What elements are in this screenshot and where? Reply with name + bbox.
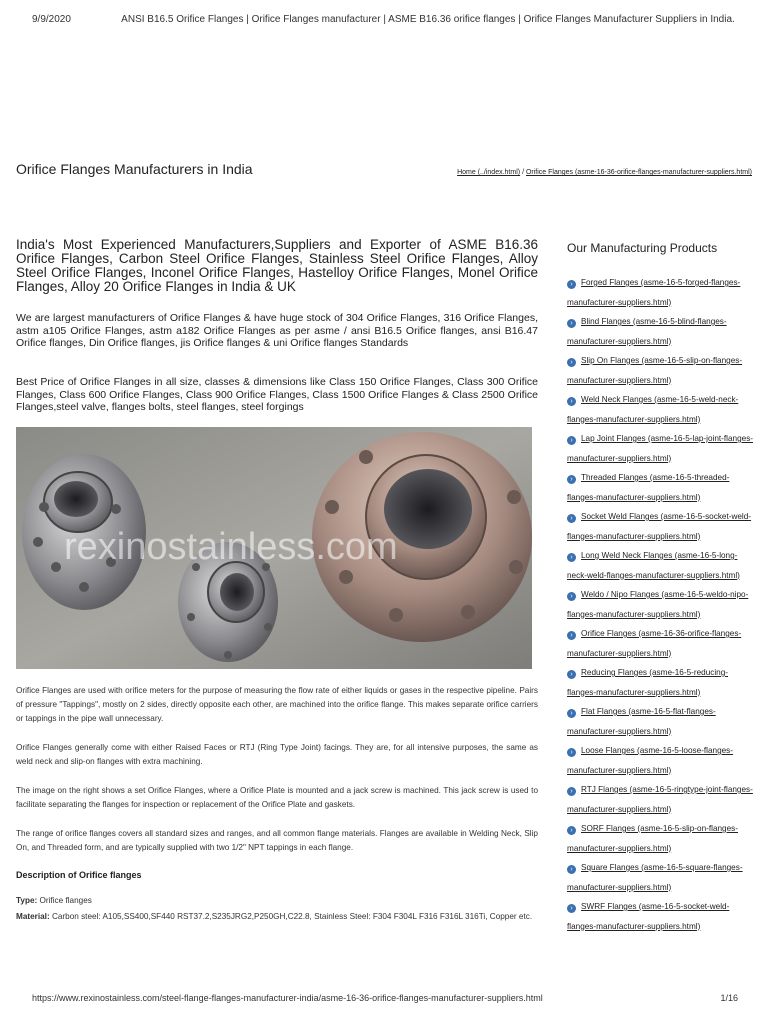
- product-item: [567, 663, 755, 702]
- product-item: [567, 585, 755, 624]
- body-paragraph-3: The image on the right shows a set Orifice Flanges, where a Orifice Plate is mounted and a jack screw is machined. This jack screw is used to facilitate separating the flanges for inspection or replacement of the Orifice Plate and gaskets.: [16, 786, 538, 809]
- description-title: Description of Orifice flanges: [16, 870, 142, 880]
- product-link-swrf[interactable]: SWRF Flanges (asme-16-5-socket-weld-flanges-manufacturer-suppliers.html): [567, 902, 730, 931]
- arrow-circle-icon: ›: [567, 748, 576, 757]
- arrow-circle-icon: ›: [567, 709, 576, 718]
- page-header: [16, 161, 752, 185]
- product-item: [567, 858, 755, 897]
- product-item: [567, 429, 755, 468]
- arrow-circle-icon: ›: [567, 358, 576, 367]
- type-row: [16, 896, 92, 905]
- material-value: Carbon steel: A105,SS400,SF440 RST37.2,S235JRG2,P250GH,C22.8, Stainless Steel: F304 F304L F316 F316L 316Ti, Copper etc.: [51, 912, 533, 921]
- product-link-loose[interactable]: Loose Flanges (asme-16-5-loose-flanges-manufacturer-suppliers.html): [567, 746, 734, 775]
- product-link-long-weld-neck[interactable]: Long Weld Neck Flanges (asme-16-5-long-neck-weld-flanges-manufacturer-suppliers.html): [567, 551, 740, 580]
- breadcrumb-home-link[interactable]: Home (../index.html): [457, 169, 521, 176]
- product-item: [567, 273, 755, 312]
- type-value: Orifice flanges: [39, 896, 92, 905]
- product-link-blind[interactable]: Blind Flanges (asme-16-5-blind-flanges-manufacturer-suppliers.html): [567, 317, 727, 346]
- sidebar-title: Our Manufacturing Products: [567, 241, 718, 255]
- product-item: [567, 819, 755, 858]
- product-list: [567, 273, 755, 936]
- arrow-circle-icon: ›: [567, 592, 576, 601]
- products-sidebar: [567, 241, 755, 936]
- product-item: [567, 468, 755, 507]
- product-link-weld-neck[interactable]: Weld Neck Flanges (asme-16-5-weld-neck-flanges-manufacturer-suppliers.html): [567, 395, 739, 424]
- material-label: Material:: [16, 912, 50, 921]
- arrow-circle-icon: ›: [567, 436, 576, 445]
- product-item: [567, 546, 755, 585]
- intro-paragraph-1: We are largest manufacturers of Orifice Flanges & have huge stock of 304 Orifice Flanges, 316 Orifice Flanges, astm a105 Orifice Flanges, astm a182 Orifice Flanges as per asme / ansi B16.5 Orifice flanges, ansi B16.47 Orifice flanges, Din Orifice flanges, jis Orifice flanges & uni Orifice flanges Standards: [16, 312, 538, 349]
- body-paragraph-2: Orifice Flanges generally come with either Raised Faces or RTJ (Ring Type Joint) facings. They are, for all intensive purposes, the same as weld neck and slip-on flanges with extra machining.: [16, 743, 538, 766]
- body-paragraph-1: Orifice Flanges are used with orifice meters for the purpose of measuring the flow rate of either liquids or gases in the respective pipeline. Pairs of pressure "Tappings", mostly on 2 sides, directly opposite each other, are machined into the orifice flange. This makes separate orifice carriers or tappings in the pipe wall unnecessary.: [16, 686, 538, 723]
- arrow-circle-icon: ›: [567, 826, 576, 835]
- page-title: Orifice Flanges Manufacturers in India: [16, 161, 253, 177]
- main-heading: India's Most Experienced Manufacturers,Suppliers and Exporter of ASME B16.36 Orifice Flanges, Carbon Steel Orifice Flanges, Stainless Steel Orifice Flanges, Alloy Steel Orifice Flanges, Inconel Orifice Flanges, Hastelloy Orifice Flanges, Monel Orifice Flanges, Alloy 20 Orifice Flanges in India & UK: [16, 237, 538, 294]
- intro-paragraph-2: Best Price of Orifice Flanges in all size, classes & dimensions like Class 150 Orifice Flanges, Class 300 Orifice Flanges, Class 600 Orifice Flanges, Class 900 Orifice Flanges, Class 1500 Orifice Flanges & Class 2500 Orifice Flanges,steel valve, flanges bolts, steel flanges, steel forgings: [16, 376, 538, 413]
- type-label: Type:: [16, 896, 38, 905]
- product-link-square[interactable]: Square Flanges (asme-16-5-square-flanges-manufacturer-suppliers.html): [567, 863, 743, 892]
- product-link-slip-on[interactable]: Slip On Flanges (asme-16-5-slip-on-flanges-manufacturer-suppliers.html): [567, 356, 743, 385]
- product-link-forged[interactable]: Forged Flanges (asme-16-5-forged-flanges-manufacturer-suppliers.html): [567, 278, 741, 307]
- product-link-weldo-nipo[interactable]: Weldo / Nipo Flanges (asme-16-5-weldo-nipo-flanges-manufacturer-suppliers.html): [567, 590, 749, 619]
- arrow-circle-icon: ›: [567, 397, 576, 406]
- print-date: 9/9/2020: [32, 14, 71, 25]
- arrow-circle-icon: ›: [567, 904, 576, 913]
- product-link-orifice[interactable]: Orifice Flanges (asme-16-36-orifice-flanges-manufacturer-suppliers.html): [567, 629, 742, 658]
- photo-watermark: rexinostainless.com: [64, 526, 398, 568]
- product-item: [567, 351, 755, 390]
- main-content: [16, 237, 538, 921]
- print-doc-title: ANSI B16.5 Orifice Flanges | Orifice Flanges manufacturer | ASME B16.36 orifice flanges | Orifice Flanges Manufacturer Suppliers in India.: [121, 14, 735, 25]
- product-item: [567, 780, 755, 819]
- product-link-flat[interactable]: Flat Flanges (asme-16-5-flat-flanges-manufacturer-suppliers.html): [567, 707, 716, 736]
- arrow-circle-icon: ›: [567, 319, 576, 328]
- breadcrumb: [457, 169, 752, 176]
- arrow-circle-icon: ›: [567, 514, 576, 523]
- arrow-circle-icon: ›: [567, 670, 576, 679]
- arrow-circle-icon: ›: [567, 631, 576, 640]
- product-item: [567, 741, 755, 780]
- arrow-circle-icon: ›: [567, 865, 576, 874]
- product-item: [567, 897, 755, 936]
- print-page-number: 1/16: [720, 993, 738, 1003]
- product-item: [567, 507, 755, 546]
- print-footer-url: https://www.rexinostainless.com/steel-flange-flanges-manufacturer-india/asme-16-36-orifice-flanges-manufacturer-suppliers.html: [32, 993, 543, 1003]
- flanges-image-svg: [16, 427, 532, 669]
- product-link-threaded[interactable]: Threaded Flanges (asme-16-5-threaded-flanges-manufacturer-suppliers.html): [567, 473, 730, 502]
- breadcrumb-separator: /: [522, 169, 525, 176]
- material-row: [16, 910, 538, 924]
- body-paragraph-4: The range of orifice flanges covers all standard sizes and ranges, and all common flange materials. Flanges are available in Welding Neck, Slip On, and Threaded form, and are typically supplied with two 1/2" NPT tappings in each flange.: [16, 829, 538, 852]
- arrow-circle-icon: ›: [567, 553, 576, 562]
- product-link-sorf[interactable]: SORF Flanges (asme-16-5-slip-on-flanges-manufacturer-suppliers.html): [567, 824, 738, 853]
- arrow-circle-icon: ›: [567, 280, 576, 289]
- product-link-lap-joint[interactable]: Lap Joint Flanges (asme-16-5-lap-joint-flanges-manufacturer-suppliers.html): [567, 434, 754, 463]
- arrow-circle-icon: ›: [567, 787, 576, 796]
- breadcrumb-current-link[interactable]: Orifice Flanges (asme-16-36-orifice-flanges-manufacturer-suppliers.html): [525, 169, 752, 176]
- product-item: [567, 312, 755, 351]
- product-item: [567, 702, 755, 741]
- print-header: [32, 14, 744, 25]
- product-link-reducing[interactable]: Reducing Flanges (asme-16-5-reducing-flanges-manufacturer-suppliers.html): [567, 668, 728, 697]
- product-link-rtj[interactable]: RTJ Flanges (asme-16-5-ringtype-joint-flanges-manufacturer-suppliers.html): [567, 785, 753, 814]
- arrow-circle-icon: ›: [567, 475, 576, 484]
- product-item: [567, 624, 755, 663]
- product-link-socket-weld[interactable]: Socket Weld Flanges (asme-16-5-socket-weld-flanges-manufacturer-suppliers.html): [567, 512, 752, 541]
- product-item: [567, 390, 755, 429]
- orifice-flanges-photo: [16, 427, 532, 669]
- print-footer: [32, 993, 738, 1003]
